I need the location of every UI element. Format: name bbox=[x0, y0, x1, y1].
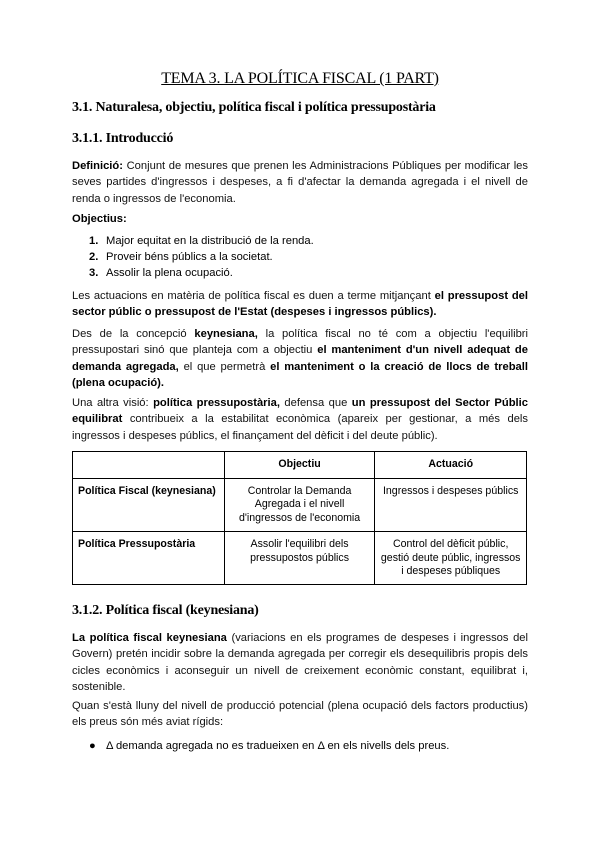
objectives-label: Objectius: bbox=[72, 213, 127, 225]
definition-text: Conjunt de mesures que prenen les Administracions Públiques per modificar les seves partides d'ingressos i despeses, a fi d'afectar la demanda agregada i el nivell de renda o ingressos de l'economia. bbox=[72, 160, 528, 205]
table-cell-actuacio: Control del dèficit públic, gestió deute públic, ingressos i despeses públiques bbox=[375, 532, 527, 585]
objectives-list bbox=[72, 233, 314, 281]
list-item: 3. Assolir la plena ocupació. bbox=[89, 267, 233, 279]
table-cell-objectiu: Controlar la Demanda Agregada i el nivell d'ingressos de l'economia bbox=[224, 479, 375, 532]
table-row-label: Política Fiscal (keynesiana) bbox=[73, 479, 225, 532]
bullet-icon: ● bbox=[89, 740, 96, 752]
table-row bbox=[73, 532, 527, 585]
bullet-list bbox=[72, 738, 449, 754]
definition-label: Definició: bbox=[72, 160, 123, 172]
list-item: 1. Major equitat en la distribució de la renda. bbox=[89, 235, 314, 247]
section-heading-3-1-2: 3.1.2. Política fiscal (keynesiana) bbox=[72, 603, 259, 618]
comparison-table bbox=[72, 451, 527, 585]
section-heading-3-1: 3.1. Naturalesa, objectiu, política fiscal i política pressupostària bbox=[72, 100, 436, 115]
potential-output-paragraph: Quan s'està lluny del nivell de producció potencial (plena ocupació dels factors productius) els preus són més aviat rígids: bbox=[72, 700, 528, 729]
table-row bbox=[73, 479, 527, 532]
table-row-label: Política Pressupostària bbox=[73, 532, 225, 585]
document-title: TEMA 3. LA POLÍTICA FISCAL (1 PART) bbox=[161, 70, 439, 87]
table-cell-actuacio: Ingressos i despeses públics bbox=[375, 479, 527, 532]
keynesian-fiscal-paragraph: La política fiscal keynesiana (variacions en els programes de despeses i ingressos del Govern) pretén incidir sobre la demanda agregada per corregir els desequilibris propis dels cicles econòmics i aconseguir un nivell de creixement econòmic constant, equilibrat i, sostenible. bbox=[72, 632, 529, 694]
table-header-empty bbox=[73, 452, 225, 479]
budget-policy-paragraph: Una altra visió: política pressupostària, defensa que un pressupost del Sector Públic equilibrat contribueix a la estabilitat econòmica (apareix per gestionar, a més dels ingressos i despeses públics, el finançament del dèficit i del deute públic). bbox=[72, 397, 528, 442]
actuacions-paragraph: Les actuacions en matèria de política fiscal es duen a terme mitjançant el pressupost del sector públic o pressupost de l'Estat (despeses i ingressos públics). bbox=[72, 290, 528, 319]
table-header-row bbox=[73, 452, 527, 479]
list-item: 2. Proveir béns públics a la societat. bbox=[89, 251, 273, 263]
keynesian-paragraph: Des de la concepció keynesiana, la política fiscal no té com a objectiu l'equilibri pressupostari sinó que planteja com a objectiu el manteniment d'un nivell adequat de demanda agregada, el que permetrà el manteniment o la creació de llocs de treball (plena ocupació). bbox=[72, 328, 528, 390]
table-header-actuacio: Actuació bbox=[375, 452, 527, 479]
list-item: ● Δ demanda agregada no es tradueixen en Δ en els nivells dels preus. bbox=[89, 740, 450, 752]
definition-paragraph bbox=[72, 158, 528, 207]
table-header-objectiu: Objectiu bbox=[224, 452, 375, 479]
table-cell-objectiu: Assolir l'equilibri dels pressupostos públics bbox=[224, 532, 375, 585]
section-heading-3-1-1: 3.1.1. Introducció bbox=[72, 131, 174, 146]
